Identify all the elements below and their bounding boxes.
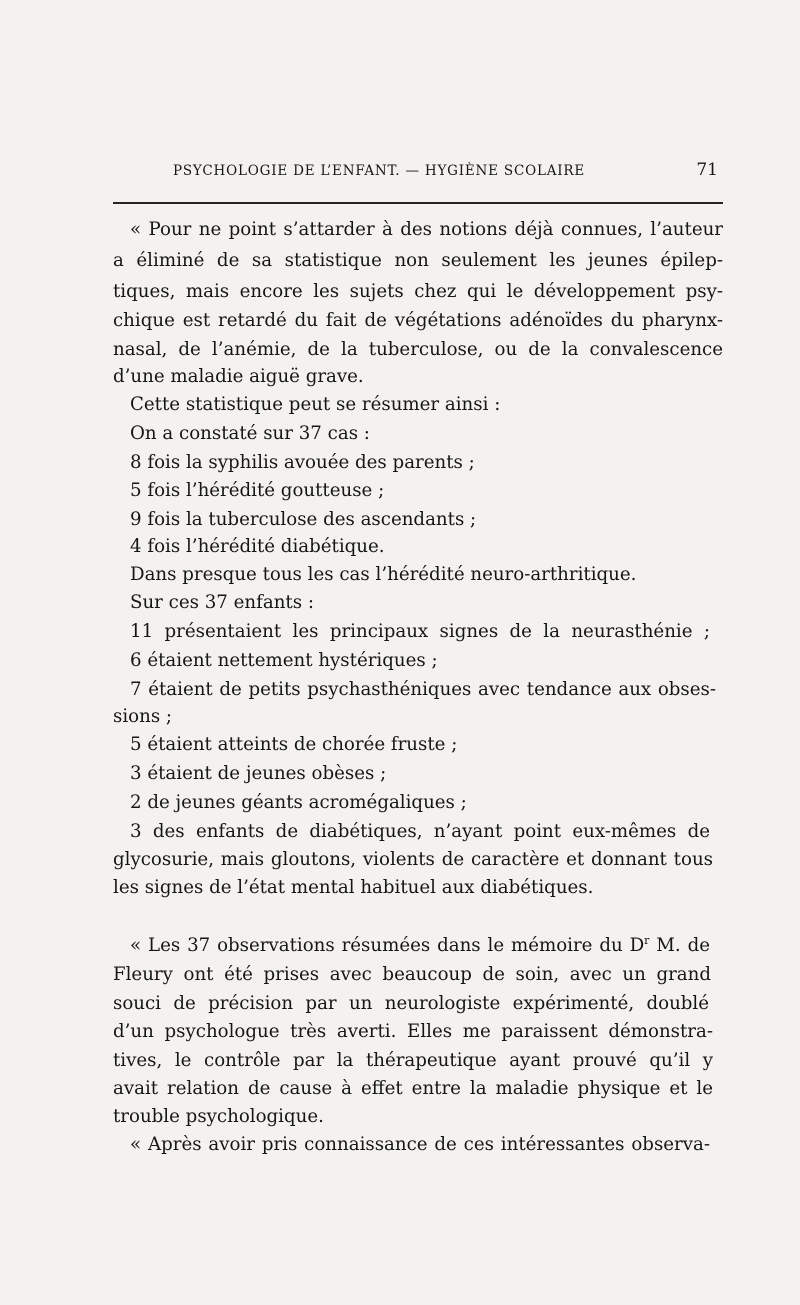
text-line: 6 étaient nettement hystériques ;	[130, 650, 438, 671]
text-line: 2 de jeunes géants acromégaliques ;	[130, 792, 467, 813]
text-line: tiques, mais encore les sujets chez qui le développement psy-	[113, 281, 723, 302]
text-line: 5 fois l’hérédité goutteuse ;	[130, 480, 385, 501]
text-line: nasal, de l’anémie, de la tuberculose, ou de la convalescence	[113, 339, 723, 360]
text-line: 4 fois l’hérédité diabétique.	[130, 536, 385, 557]
text-line: trouble psychologique.	[113, 1106, 324, 1127]
text-line: glycosurie, mais gloutons, violents de caractère et donnant tous	[113, 849, 713, 870]
text-line: a éliminé de sa statistique non seulement les jeunes épilep-	[113, 250, 723, 271]
text-line: 7 étaient de petits psychasthéniques avec tendance aux obses-	[130, 679, 716, 700]
text-line: « Après avoir pris connaissance de ces intéressantes observa-	[130, 1134, 710, 1155]
header-title: PSYCHOLOGIE DE L’ENFANT. — HYGIÈNE SCOLAIRE	[173, 163, 586, 179]
text-line: tives, le contrôle par la thérapeutique ayant prouvé qu’il y	[113, 1050, 713, 1071]
running-header	[173, 160, 718, 186]
text-line: 11 présentaient les principaux signes de la neurasthénie ;	[130, 621, 710, 642]
text-line	[130, 934, 710, 958]
superscript-r: r	[644, 933, 650, 947]
text-line: d’un psychologue très averti. Elles me paraissent démonstra-	[113, 1021, 713, 1042]
text-line: « Pour ne point s’attarder à des notions déjà connues, l’auteur	[130, 219, 723, 240]
header-rule	[113, 202, 723, 204]
text-line: souci de précision par un neurologiste expérimenté, doublé	[113, 993, 709, 1014]
text-line: 9 fois la tuberculose des ascendants ;	[130, 509, 477, 530]
text-line: Sur ces 37 enfants :	[130, 592, 314, 613]
text-line: sions ;	[113, 706, 173, 727]
text-line: Cette statistique peut se résumer ainsi :	[130, 394, 501, 415]
page-number: 71	[696, 160, 718, 180]
quote-opening-end: M. de	[649, 935, 710, 956]
text-line: Dans presque tous les cas l’hérédité neuro-arthritique.	[130, 564, 637, 585]
text-line: chique est retardé du fait de végétations adénoïdes du pharynx-	[113, 310, 723, 331]
text-line: d’une maladie aiguë grave.	[113, 366, 364, 387]
text-line: avait relation de cause à effet entre la maladie physique et le	[113, 1078, 713, 1099]
quote-opening-text: « Les 37 observations résumées dans le mémoire du D	[130, 935, 645, 956]
text-line: 8 fois la syphilis avouée des parents ;	[130, 452, 475, 473]
text-line: 3 des enfants de diabétiques, n’ayant point eux-mêmes de	[130, 821, 710, 842]
text-line: 3 étaient de jeunes obèses ;	[130, 763, 387, 784]
text-line: On a constaté sur 37 cas :	[130, 423, 370, 444]
text-line: 5 étaient atteints de chorée fruste ;	[130, 734, 458, 755]
text-line: Fleury ont été prises avec beaucoup de soin, avec un grand	[113, 964, 711, 985]
text-line: les signes de l’état mental habituel aux diabétiques.	[113, 877, 594, 898]
